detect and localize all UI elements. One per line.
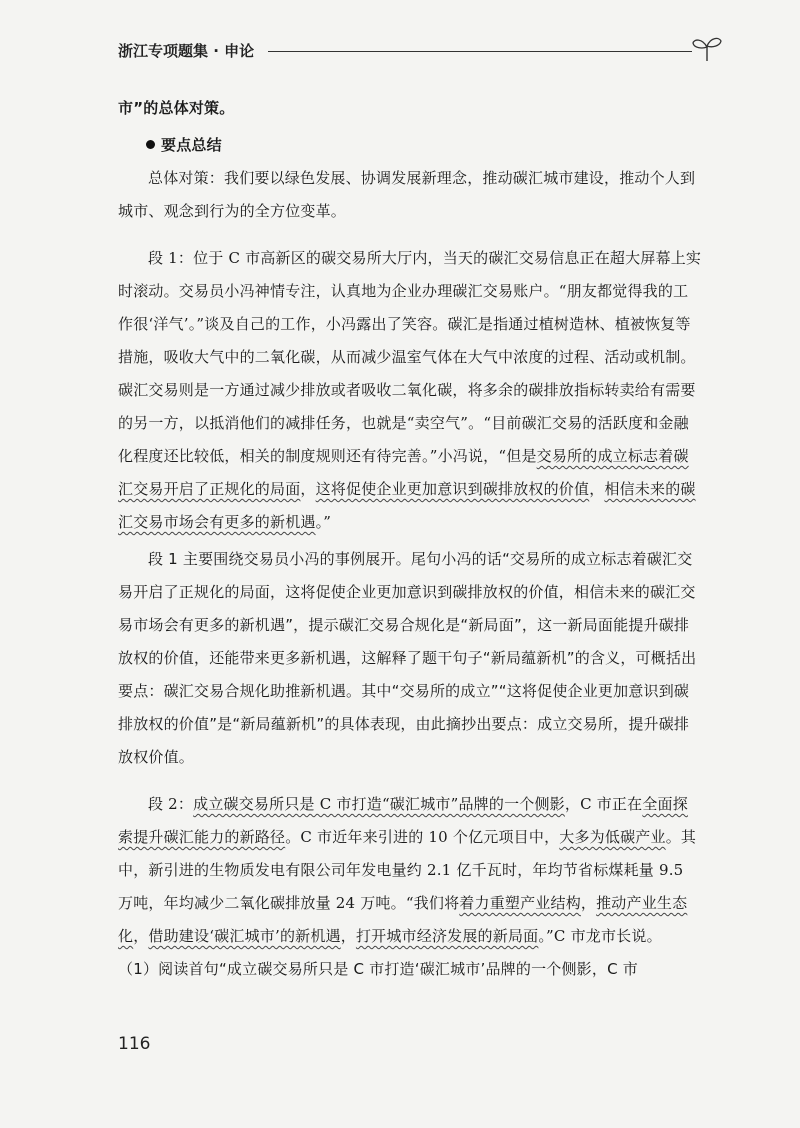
paragraph-1-text: 段 1：位于 C 市高新区的碳交易所大厅内，当天的碳汇交易信息正在超大屏幕上实时滚动。交易员小冯神情专注，认真地为企业办理碳汇交易账户。“朋友都觉得我的工作很‘洋气’。”谈及自己的工作，小冯露出了笑容。碳汇是指通过植树造林、植被恢复等措施，吸收大气中的二氧化碳，从而减少温室气体在大气中浓度的过程、活动或机制。碳汇交易则是一方通过减少排放或者吸收二氧化碳，将多余的碳排放指标转卖给有需要的另一方，以抵消他们的减排任务，也就是“卖空气”。“目前碳汇交易的活跃度和金融化程度还比较低，相关的制度规则还有待完善。”小冯说，“但是	[118, 249, 702, 465]
underlined-phrase: 着力重塑产业结构	[459, 894, 581, 912]
paragraph-1-text: ，	[300, 480, 316, 498]
paragraph-2-text: ，	[580, 894, 597, 912]
section-heading-text: 要点总结	[161, 136, 222, 154]
underlined-phrase: 相信未来的碳汇交易市场会有更多的新机遇	[118, 480, 696, 531]
question-1: （1）阅读首句“成立碳交易所只是 C 市打造‘碳汇城市’品牌的一个侧影，C 市	[118, 960, 638, 978]
page-content	[118, 92, 702, 986]
paragraph-2-text: 。C 市近年来引进的 10 个亿元项目中，	[285, 828, 560, 846]
page-header	[118, 36, 752, 66]
continuation-text: 市”的总体对策。	[118, 99, 235, 117]
paragraph-2-text: ，C 市正在	[564, 795, 643, 813]
underlined-phrase: 借助建设‘碳汇城市’的新机遇	[148, 927, 341, 945]
analysis-1: 段 1 主要围绕交易员小冯的事例展开。尾句小冯的话“交易所的成立标志着碳汇交易开启了正规化的局面，这将促使企业更加意识到碳排放权的价值，相信未来的碳汇交易市场会有更多的新机遇”，提示碳汇交易合规化是“新局面”，这一新局面能提升碳排放权的价值，还能带来更多新机遇，这解释了题干句子“新局蕴新机”的含义，可概括出要点：碳汇交易合规化助推新机遇。其中“交易所的成立”“这将促使企业更加意识到碳排放权的价值”是“新局蕴新机”的具体表现，由此摘抄出要点：成立交易所，提升碳排放权价值。	[118, 550, 697, 766]
underlined-phrase: 大多为低碳产业	[559, 828, 666, 846]
header-title: 浙江专项题集 · 申论	[118, 42, 255, 60]
bullet-icon	[146, 140, 155, 149]
paragraph-2-text: ，	[133, 927, 149, 945]
underlined-phrase: 成立碳交易所只是 C 市打造“碳汇城市”品牌的一个侧影	[193, 795, 565, 813]
sprout-icon	[690, 34, 724, 62]
section-heading	[118, 129, 702, 162]
paragraph-2-text: ，	[340, 927, 356, 945]
underlined-phrase: 推动产业生态化	[118, 894, 688, 945]
paragraph-1-text: ，	[589, 480, 605, 498]
summary-text: 总体对策：我们要以绿色发展、协调发展新理念，推动碳汇城市建设，推动个人到城市、观念到行为的全方位变革。	[118, 169, 696, 220]
header-rule	[268, 51, 692, 52]
paragraph-1	[118, 242, 702, 539]
page-number: 116	[118, 1034, 151, 1054]
underlined-phrase: 这将促使企业更加意识到碳排放权的价值	[315, 480, 590, 498]
underlined-phrase: 打开城市经济发展的新局面	[355, 927, 539, 945]
paragraph-2-text: 。”C 市龙市长说。	[538, 927, 662, 945]
paragraph-1-text: 。”	[315, 513, 332, 531]
paragraph-2-text: 。其中，新引进的生物质发电有限公司年发电量约 2.1 亿千瓦时，年均节省标煤耗量 9.5 万吨，年均减少二氧化碳排放量 24 万吨。“我们将	[118, 828, 697, 912]
paragraph-2-text: 段 2：	[148, 795, 194, 813]
underlined-phrase: 全面探索提升碳汇能力的新路径	[118, 795, 688, 846]
paragraph-2	[118, 788, 702, 953]
underlined-phrase: 交易所的成立标志着碳汇交易开启了正规化的局面	[118, 447, 689, 498]
